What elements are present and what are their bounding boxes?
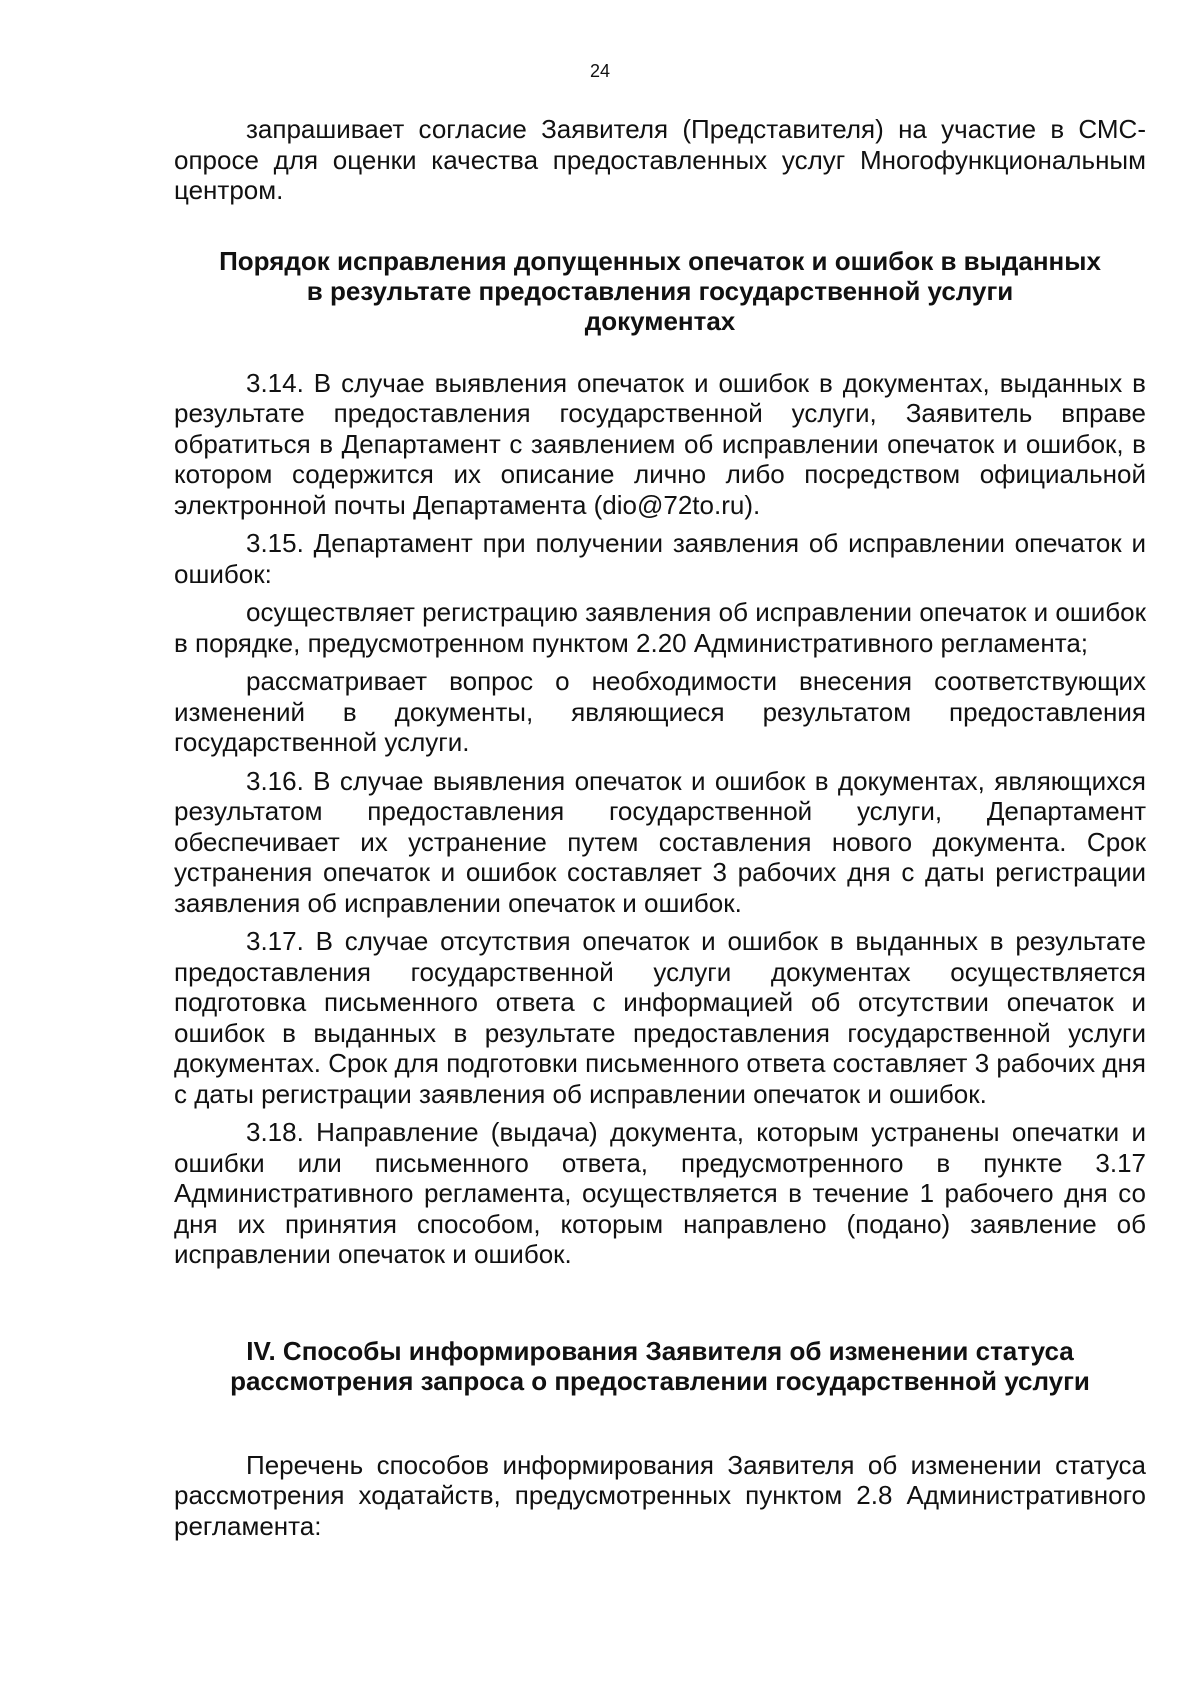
paragraph-3-17: 3.17. В случае отсутствия опечаток и ошибок в выданных в результате предоставления государственной услуги документах осуществляется подготовка письменного ответа с информацией об отсутствии опечаток и ошибок в выданных в результате предоставления государственной услуги документах. Срок для подготовки письменного ответа составляет 3 рабочих дня с даты регистрации заявления об исправлении опечаток и ошибок. <box>174 926 1146 1109</box>
section-heading-corrections <box>174 246 1146 336</box>
paragraph-3-18: 3.18. Направление (выдача) документа, которым устранены опечатки и ошибки или письменного ответа, предусмотренного в пункте 3.17 Административного регламента, осуществляется в течение 1 рабочего дня со дня их принятия способом, которым направлено (подано) заявление об исправлении опечаток и ошибок. <box>174 1117 1146 1269</box>
paragraph-3-14: 3.14. В случае выявления опечаток и ошибок в документах, выданных в результате предоставления государственной услуги, Заявитель вправе обратиться в Департамент с заявлением об исправлении опечаток и ошибок, в котором содержится их описание лично либо посредством официальной электронной почты Департамента (dio@72to.ru). <box>174 367 1146 520</box>
document-body <box>174 114 1146 1541</box>
page-number: 24 <box>589 61 611 81</box>
heading-line: в результате предоставления государственной услуги <box>306 275 1014 306</box>
section-heading-iv <box>174 1336 1146 1396</box>
paragraph-3-15-registration: осуществляет регистрацию заявления об исправлении опечаток и ошибок в порядке, предусмотренном пунктом 2.20 Административного регламента; <box>174 597 1146 658</box>
heading-line: документах <box>584 305 736 336</box>
paragraph-3-16: 3.16. В случае выявления опечаток и ошибок в документах, являющихся результатом предоставления государственной услуги, Департамент обеспечивает их устранение путем составления нового документа. Срок устранения опечаток и ошибок составляет 3 рабочих дня с даты регистрации заявления об исправлении опечаток и ошибок. <box>174 765 1146 918</box>
paragraph-3-15: 3.15. Департамент при получении заявления об исправлении опечаток и ошибок: <box>174 528 1146 589</box>
intro-paragraph: запрашивает согласие Заявителя (Представителя) на участие в СМС-опросе для оценки качества предоставленных услуг Многофункциональным центром. <box>174 114 1146 205</box>
heading-line: IV. Способы информирования Заявителя об изменении статуса <box>246 1335 1074 1366</box>
heading-line: рассмотрения запроса о предоставлении государственной услуги <box>230 1365 1090 1396</box>
final-paragraph: Перечень способов информирования Заявителя об изменении статуса рассмотрения ходатайств, предусмотренных пунктом 2.8 Административного регламента: <box>174 1449 1146 1541</box>
heading-line: Порядок исправления допущенных опечаток и ошибок в выданных <box>219 245 1101 276</box>
paragraph-3-15-review: рассматривает вопрос о необходимости внесения соответствующих изменений в документы, являющиеся результатом предоставления государственной услуги. <box>174 666 1146 757</box>
